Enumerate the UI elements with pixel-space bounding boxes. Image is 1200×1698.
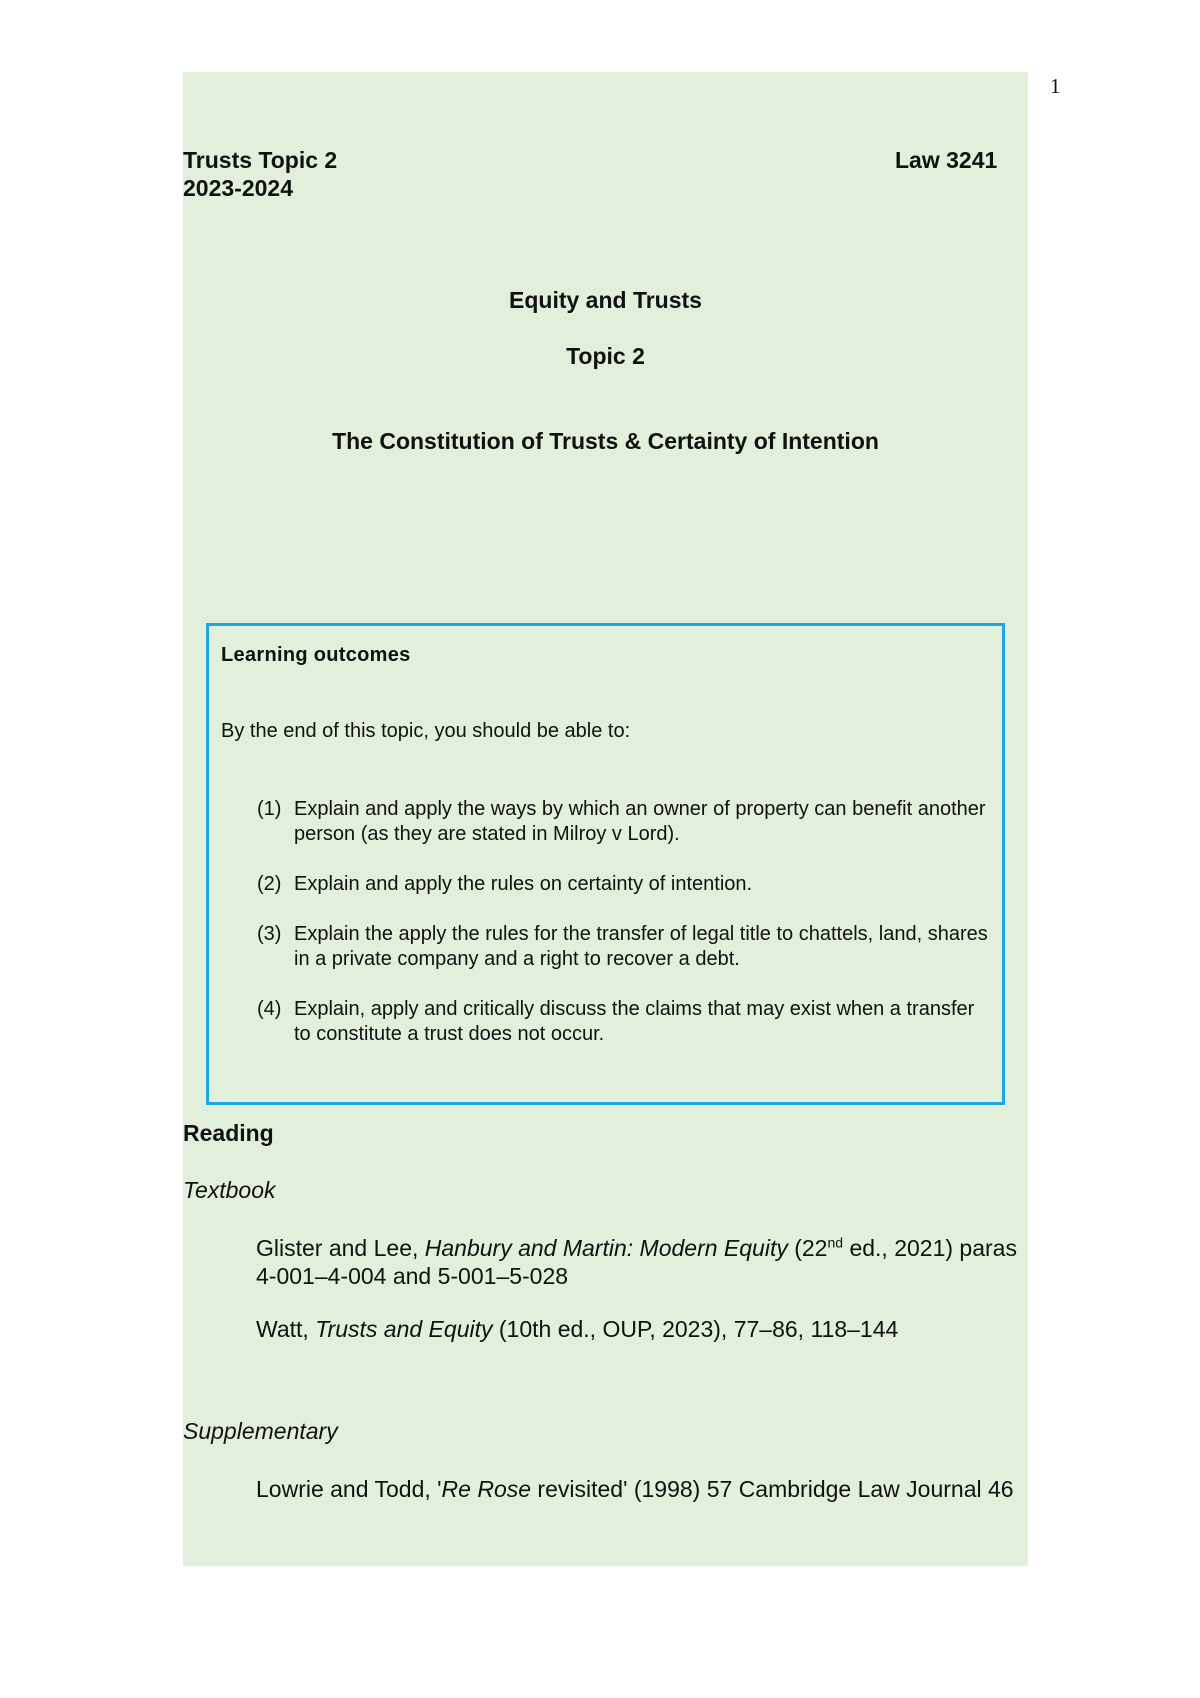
textbook-subheading: Textbook xyxy=(183,1177,276,1203)
outcome-number: (4) xyxy=(257,998,282,1020)
topic-number: Topic 2 xyxy=(566,343,645,369)
outcome-text: Explain, apply and critically discuss the claims that may exist when a transfer to constitute a trust does not occur. xyxy=(294,998,975,1045)
reference-details: (10th ed., OUP, 2023), 77–86, 118–144 xyxy=(492,1316,899,1342)
header-academic-year: 2023-2024 xyxy=(183,175,293,201)
learning-outcomes-heading: Learning outcomes xyxy=(221,644,411,666)
learning-outcomes-intro: By the end of this topic, you should be able to: xyxy=(221,720,631,742)
reading-reference xyxy=(256,1475,1031,1503)
page-number: 1 xyxy=(1050,74,1061,98)
reference-author: Glister and Lee, xyxy=(256,1235,425,1261)
reference-title: Re Rose xyxy=(441,1476,532,1502)
reading-heading: Reading xyxy=(183,1120,274,1146)
outcome-number: (3) xyxy=(257,923,282,945)
reading-reference xyxy=(256,1315,1031,1343)
outcome-number: (2) xyxy=(257,873,282,895)
reference-edition-suffix: nd xyxy=(827,1234,844,1251)
outcome-text: Explain and apply the ways by which an owner of property can benefit another person (as they are stated in Milroy v Lord). xyxy=(294,798,986,845)
header-course-code: Law 3241 xyxy=(895,147,998,173)
topic-title: The Constitution of Trusts & Certainty of Intention xyxy=(332,428,879,454)
reference-author: Lowrie and Todd, ' xyxy=(256,1476,442,1502)
reading-reference xyxy=(256,1234,1031,1290)
reference-edition: (22 xyxy=(787,1235,828,1261)
subject-title: Equity and Trusts xyxy=(509,287,702,313)
supplementary-subheading: Supplementary xyxy=(183,1418,338,1444)
reference-details: revisited' (1998) 57 Cambridge Law Journal 46 xyxy=(531,1476,1014,1502)
outcome-number: (1) xyxy=(257,798,282,820)
reference-title: Hanbury and Martin: Modern Equity xyxy=(424,1235,788,1261)
reference-details: ed., 2021) paras 4-001–4-004 and 5-001–5-028 xyxy=(256,1235,1017,1289)
outcome-text: Explain the apply the rules for the transfer of legal title to chattels, land, shares in a private company and a right to recover a debt. xyxy=(294,923,988,970)
outcome-text: Explain and apply the rules on certainty of intention. xyxy=(294,873,753,895)
header-course-topic: Trusts Topic 2 xyxy=(183,147,338,173)
reference-author: Watt, xyxy=(256,1316,316,1342)
reference-title: Trusts and Equity xyxy=(315,1316,493,1342)
